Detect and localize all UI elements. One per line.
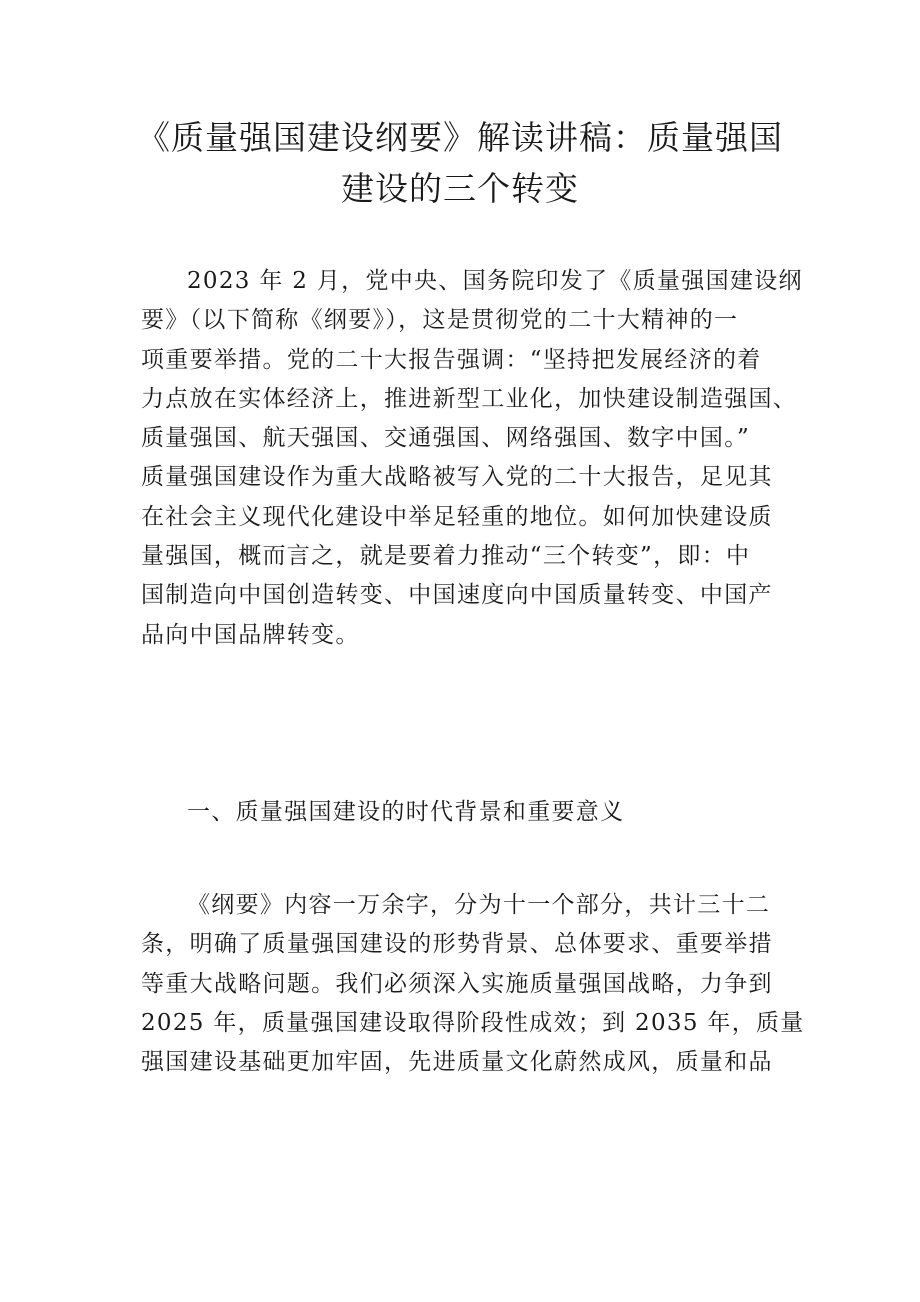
paragraph-line: 力点放在实体经济上，推进新型工业化，加快建设制造强国、 bbox=[141, 385, 798, 412]
section-heading bbox=[141, 793, 781, 832]
paragraph-line: 等重大战略问题。我们必须深入实施质量强国战略，力争到 bbox=[141, 970, 773, 997]
paragraph-line: 品向中国品牌转变。 bbox=[141, 621, 360, 648]
paragraph-line: 强国建设基础更加牢固，先进质量文化蔚然成风，质量和品 bbox=[141, 1049, 773, 1076]
paragraph-line: 质量强国、航天强国、交通强国、网络强国、数字中国。” bbox=[141, 425, 751, 452]
paragraph-line: 国制造向中国创造转变、中国速度向中国质量转变、中国产 bbox=[141, 582, 773, 609]
paragraph-line: 2025 年，质量强国建设取得阶段性成效；到 2035 年，质量 bbox=[141, 1009, 805, 1036]
title-line: 建设的三个转变 bbox=[341, 169, 579, 208]
paragraph-line: 2023 年 2 月，党中央、国务院印发了《质量强国建设纲 bbox=[187, 268, 803, 294]
paragraph-line: 条，明确了质量强国建设的形势背景、总体要求、重要举措 bbox=[141, 931, 773, 958]
body-paragraph bbox=[141, 886, 805, 1082]
paragraph-line: 项重要举措。党的二十大报告强调：“坚持把发展经济的着 bbox=[141, 346, 762, 373]
paragraph-line: 量强国，概而言之，就是要着力推动“三个转变”，即：中 bbox=[141, 543, 751, 570]
paragraph-line: 《纲要》内容一万余字，分为十一个部分，共计三十二 bbox=[187, 892, 771, 918]
paragraph-line: 要》（以下简称《纲要》），这是贯彻党的二十大精神的一 bbox=[141, 307, 739, 334]
intro-paragraph bbox=[141, 262, 803, 655]
document-title bbox=[120, 112, 800, 214]
section-heading-text: 一、质量强国建设的时代背景和重要意义 bbox=[187, 799, 625, 825]
title-line: 《质量强国建设纲要》解读讲稿：质量强国 bbox=[137, 118, 783, 157]
paragraph-line: 在社会主义现代化建设中举足轻重的地位。如何加快建设质 bbox=[141, 503, 773, 530]
paragraph-line: 质量强国建设作为重大战略被写入党的二十大报告，足见其 bbox=[141, 464, 773, 491]
